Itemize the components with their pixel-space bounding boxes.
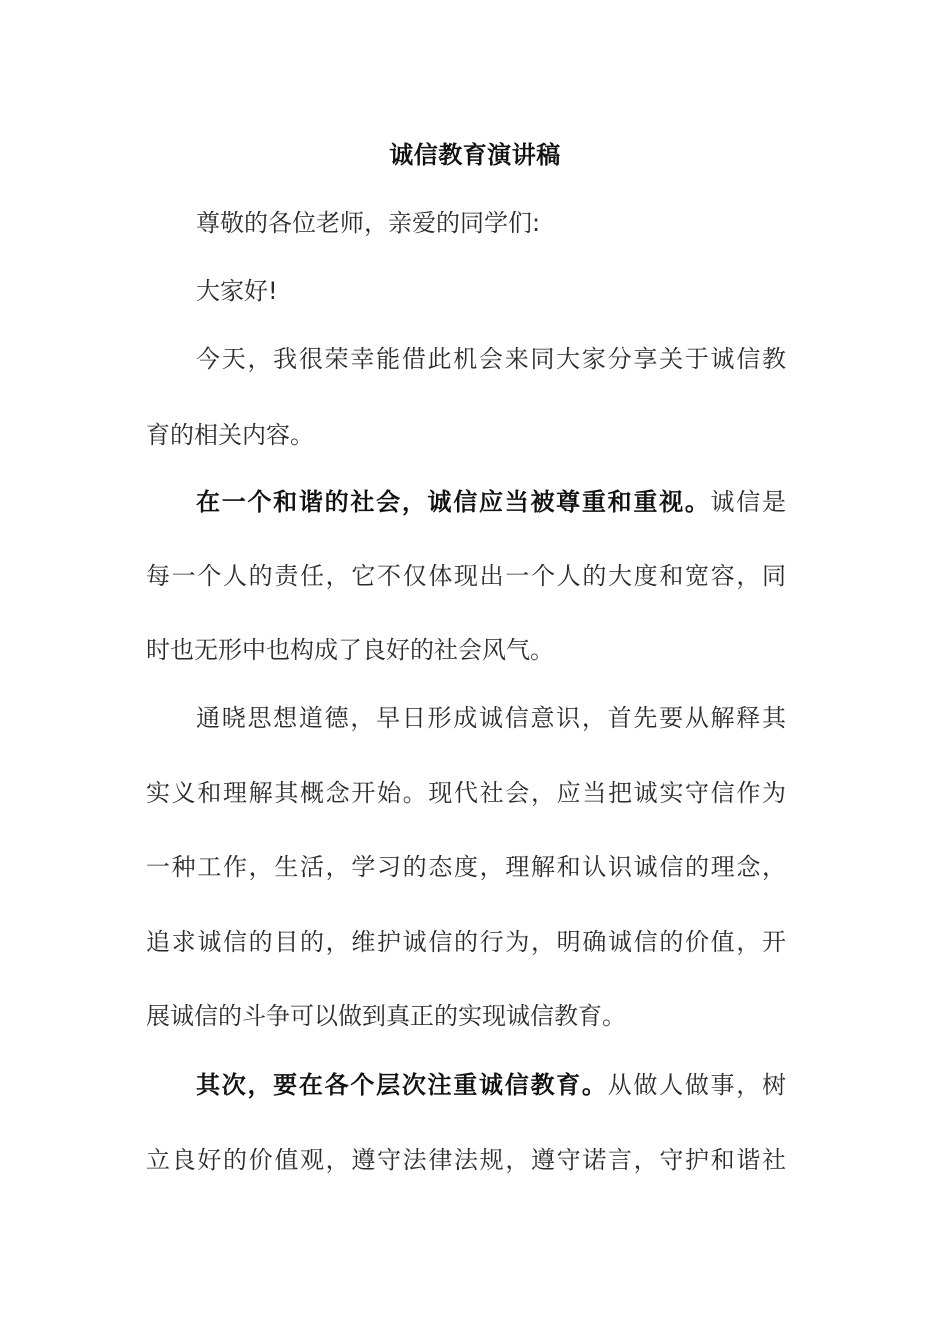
paragraph-line: 追求诚信的目的，维护诚信的行为，明确诚信的价值，开 xyxy=(146,928,786,956)
paragraph-line xyxy=(196,485,786,519)
document-title: 诚信教育演讲稿 xyxy=(389,141,561,169)
paragraph-line: 立良好的价值观，遵守法律法规，遵守诺言，守护和谐社 xyxy=(146,1146,786,1174)
paragraph-line xyxy=(196,1068,786,1102)
paragraph-text: 诚信是 xyxy=(710,488,787,516)
paragraph-line: 通晓思想道德，早日形成诚信意识，首先要从解释其 xyxy=(196,704,786,732)
paragraph-line: 育的相关内容。 xyxy=(146,421,314,449)
paragraph-line: 展诚信的斗争可以做到真正的实现诚信教育。 xyxy=(146,1002,626,1030)
bold-lead-sentence: 在一个和谐的社会，诚信应当被尊重和重视。 xyxy=(196,488,711,516)
paragraph-line: 时也无形中也构成了良好的社会风气。 xyxy=(146,636,554,664)
paragraph-line: 大家好! xyxy=(196,277,278,305)
paragraph-text: 从做人做事，树 xyxy=(607,1071,787,1099)
paragraph-line: 实义和理解其概念开始。现代社会，应当把诚实守信作为 xyxy=(146,779,786,807)
paragraph-line: 一种工作，生活，学习的态度，理解和认识诚信的理念， xyxy=(146,853,786,881)
bold-lead-sentence: 其次，要在各个层次注重诚信教育。 xyxy=(196,1071,608,1099)
paragraph-line: 尊敬的各位老师，亲爱的同学们: xyxy=(196,209,541,237)
paragraph-line: 今天，我很荣幸能借此机会来同大家分享关于诚信教 xyxy=(196,345,786,373)
paragraph-line: 每一个人的责任，它不仅体现出一个人的大度和宽容，同 xyxy=(146,562,786,590)
